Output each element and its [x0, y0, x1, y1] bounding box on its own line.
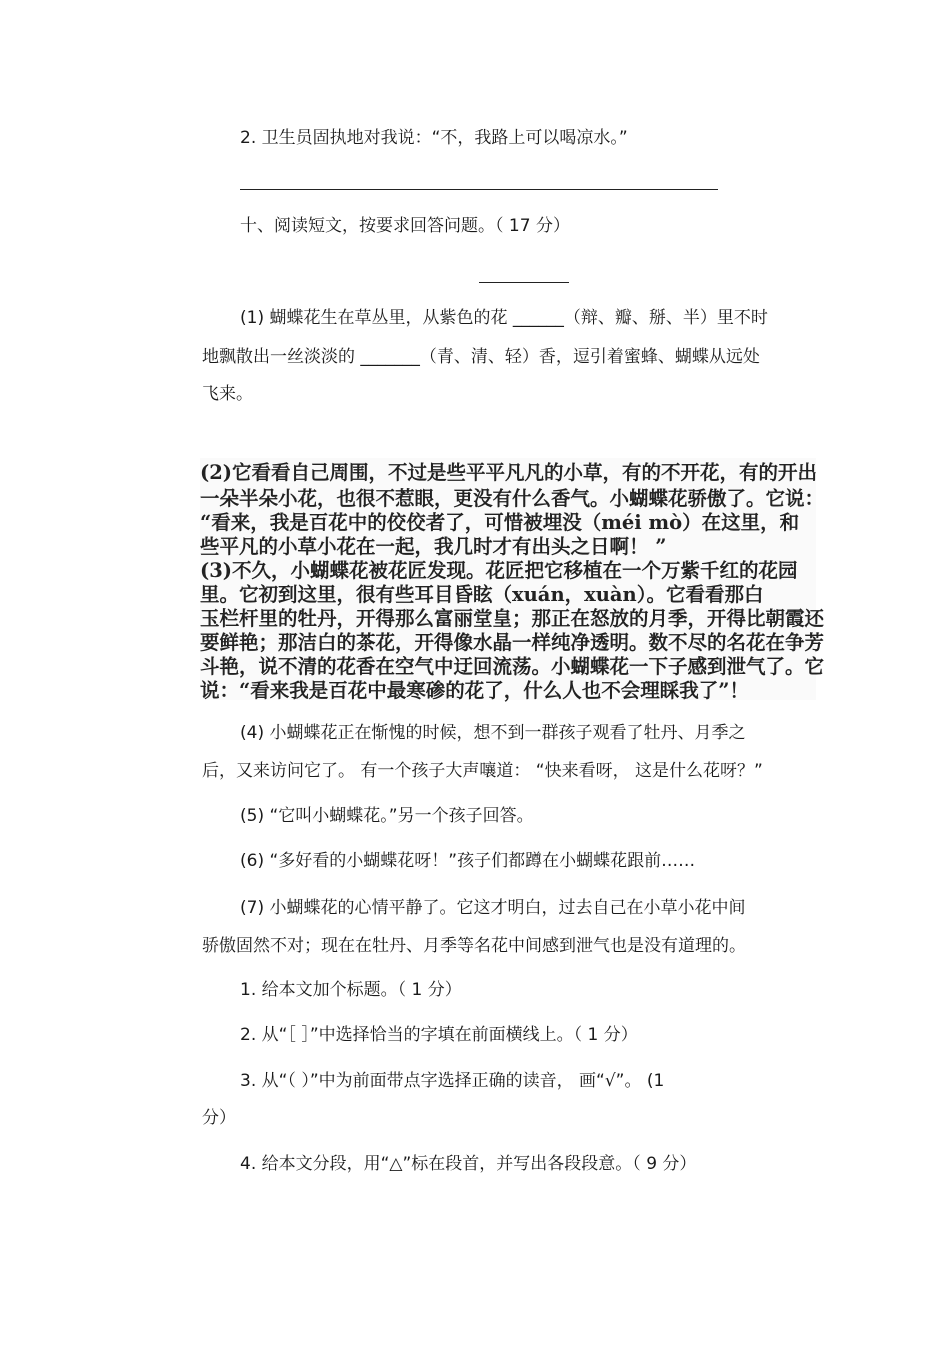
scanned-line: 玉栏杆里的牡丹，开得那么富丽堂皇；那正在怒放的月季，开得比朝霞还 [200, 607, 825, 630]
paragraph-1-line-2: 地飘散出一丝淡淡的 _______（青、清、轻）香，逗引着蜜蜂、蝴蝶从远处 [202, 347, 760, 367]
paragraph-4-line-2: 后，又来访问它了。 有一个孩子大声嚷道： “快来看呀， 这是什么花呀？” [202, 761, 763, 781]
scanned-line: 斗艳，说不清的花香在空气中迂回流荡。小蝴蝶花一下子感到泄气了。它 [200, 655, 825, 678]
question-3-line-2: 分） [202, 1108, 236, 1128]
scanned-line: 要鲜艳；那洁白的茶花，开得像水晶一样纯净透明。数不尽的名花在争芳 [200, 631, 825, 654]
paragraph-7-line-1: (7) 小蝴蝶花的心情平静了。它这才明白，过去自己在小草小花中间 [240, 898, 746, 918]
scanned-line: 些平凡的小草小花在一起，我几时才有出头之日啊！ ” [200, 535, 667, 558]
scanned-line: 里。它初到这里，很有些耳目昏眩（xuán，xuàn）。它看看那白 [200, 583, 764, 606]
paragraph-4-line-1: (4) 小蝴蝶花正在惭愧的时候，想不到一群孩子观看了牡丹、月季之 [240, 723, 746, 743]
scanned-line: “看来，我是百花中的佼佼者了，可惜被埋没（méi mò）在这里，和 [200, 511, 800, 534]
paragraph-1-line-3: 飞来。 [202, 384, 253, 404]
question-2: 2. 从“［ ］”中选择恰当的字填在前面横线上。（ 1 分） [240, 1025, 638, 1045]
scanned-line: 说：“看来我是百花中最寒碜的花了，什么人也不会理睬我了”！ [200, 679, 749, 702]
question-9-item-2: 2. 卫生员固执地对我说：“不，我路上可以喝凉水。” [240, 128, 628, 148]
section-10-heading: 十、阅读短文，按要求回答问题。（ 17 分） [240, 216, 570, 236]
paragraph-7-line-2: 骄傲固然不对；现在在牡丹、月季等名花中间感到泄气也是没有道理的。 [202, 936, 746, 956]
scanned-line: (3)不久，小蝴蝶花被花匠发现。花匠把它移植在一个万紫千红的花园 [200, 559, 798, 582]
paragraph-1-line-1: (1) 蝴蝶花生在草丛里，从紫色的花 ______（辩、瓣、掰、半）里不时 [240, 308, 768, 328]
title-blank-line [479, 282, 569, 283]
paragraph-6: (6) “多好看的小蝴蝶花呀！”孩子们都蹲在小蝴蝶花跟前…… [240, 851, 696, 871]
question-4: 4. 给本文分段，用“△”标在段首，并写出各段段意。（ 9 分） [240, 1154, 697, 1174]
question-1: 1. 给本文加个标题。（ 1 分） [240, 980, 462, 1000]
scanned-line: 一朵半朵小花，也很不惹眼，更没有什么香气。小蝴蝶花骄傲了。它说： [200, 487, 825, 510]
scanned-passage [200, 458, 825, 702]
answer-line [240, 189, 718, 190]
question-3-line-1: 3. 从“（ ）”中为前面带点字选择正确的读音， 画“√”。 (1 [240, 1071, 665, 1091]
scanned-line: (2)它看看自己周围，不过是些平平凡凡的小草，有的不开花，有的开出 [200, 461, 818, 484]
paragraph-5: (5) “它叫小蝴蝶花。”另一个孩子回答。 [240, 806, 534, 826]
